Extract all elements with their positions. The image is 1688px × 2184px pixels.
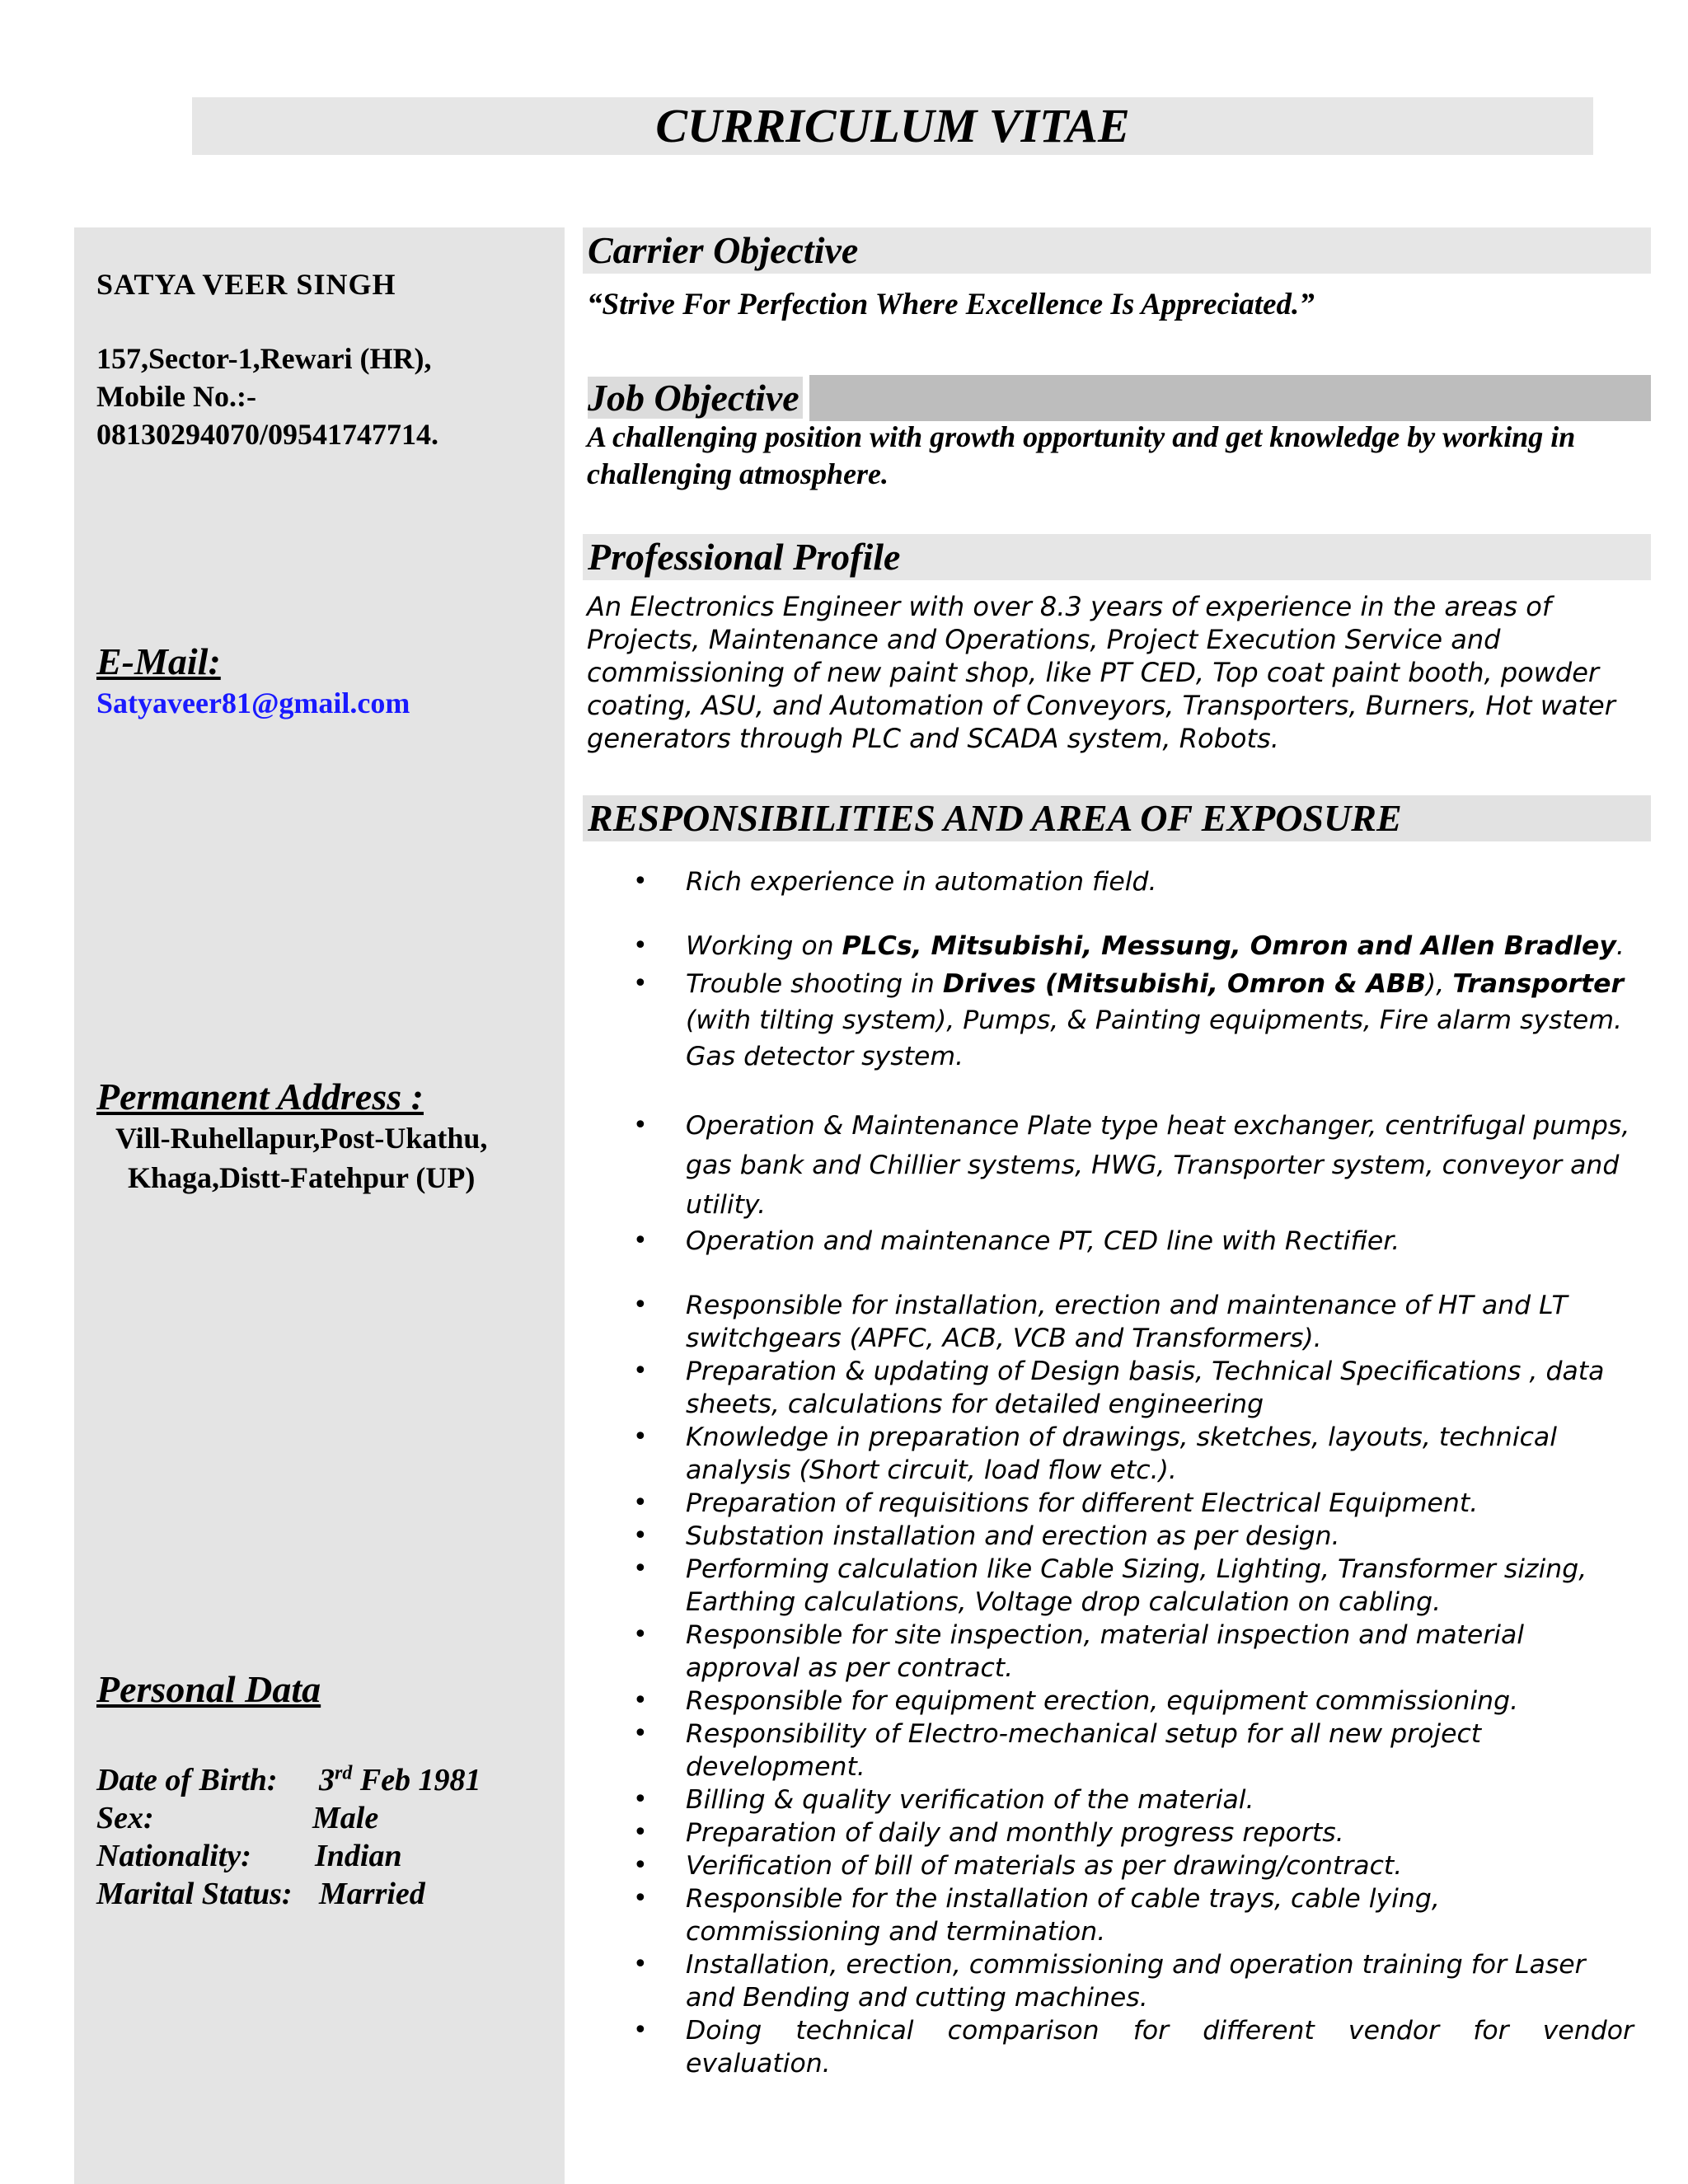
carrier-quote: “Strive For Perfection Where Excellence Is Appreciated.” <box>587 288 1315 321</box>
professional-profile-heading: Professional Profile <box>583 534 1651 580</box>
permanent-address-line2: Khaga,Distt-Fatehpur (UP) <box>128 1161 476 1194</box>
list-item: • Knowledge in preparation of drawings, sketches, layouts, technical analysis (Short circuit, load flow etc.). <box>587 1421 1634 1487</box>
professional-profile-text: An Electronics Engineer with over 8.3 years of experience in the areas of Projects, Maintenance and Operations, Project Execution Service and commissioning of new paint shop, like PT CED, Top coat paint booth, powder coating, ASU, and Automation of Conveyors, Transporters, Burners, Hot water generators through PLC and SCADA system, Robots. <box>587 591 1615 754</box>
list-item: • Installation, erection, commissioning and operation training for Laser and Bending and cutting machines. <box>587 1948 1634 2014</box>
dob-value: 3rd Feb 1981 <box>319 1762 481 1797</box>
list-item: • Responsible for the installation of cable trays, cable lying, commissioning and termination. <box>587 1882 1634 1948</box>
list-item: • Trouble shooting in Drives (Mitsubishi, Omron & ABB), Transporter (with tilting system), Pumps, & Painting equipments, Fire alarm system. Gas detector system. <box>587 966 1634 1075</box>
list-item: • Responsibility of Electro-mechanical setup for all new project development. <box>587 1718 1634 1783</box>
list-item: • Responsible for site inspection, material inspection and material approval as per contract. <box>587 1619 1634 1685</box>
list-item: • Preparation & updating of Design basis, Technical Specifications , data sheets, calculations for detailed engineering <box>587 1355 1634 1421</box>
address-line: 157,Sector-1,Rewari (HR), <box>96 342 432 375</box>
job-objective-heading-bar <box>583 375 1651 421</box>
marital-row <box>96 1876 425 1912</box>
sidebar <box>74 227 565 2184</box>
responsibilities-list <box>587 865 1634 2080</box>
permanent-address-heading: Permanent Address : <box>96 1076 424 1118</box>
dob-row <box>96 1762 481 1798</box>
list-item: • Verification of bill of materials as per drawing/contract. <box>587 1849 1634 1882</box>
page-title: CURRICULUM VITAE <box>655 99 1130 152</box>
list-item: • Preparation of requisitions for different Electrical Equipment. <box>587 1487 1634 1520</box>
email-link[interactable]: Satyaveer81@gmail.com <box>96 687 410 719</box>
email-heading: E-Mail: <box>96 640 221 682</box>
nationality-value: Indian <box>315 1839 402 1873</box>
candidate-name: SATYA VEER SINGH <box>96 268 396 301</box>
mobile-label: Mobile No.:- <box>96 380 256 413</box>
list-item: • Preparation of daily and monthly progress reports. <box>587 1816 1634 1849</box>
list-item: • Responsible for installation, erection and maintenance of HT and LT switchgears (APFC, ACB, VCB and Transformers). <box>587 1289 1634 1355</box>
list-item: • Substation installation and erection as per design. <box>587 1520 1634 1553</box>
list-item: • Responsible for equipment erection, equipment commissioning. <box>587 1685 1634 1718</box>
carrier-objective-heading: Carrier Objective <box>583 227 1651 274</box>
list-item: • Operation & Maintenance Plate type heat exchanger, centrifugal pumps, gas bank and Chillier systems, HWG, Transporter system, conveyor and utility. <box>587 1106 1634 1225</box>
job-objective-heading: Job Objective <box>588 377 803 419</box>
marital-label: Marital Status: <box>96 1877 293 1911</box>
list-item: • Billing & quality verification of the material. <box>587 1783 1634 1816</box>
title-bar <box>192 97 1593 155</box>
list-item: • Operation and maintenance PT, CED line with Rectifier. <box>587 1225 1634 1258</box>
list-item: • Doing technical comparison for different vendor for vendor evaluation. <box>587 2014 1634 2080</box>
sex-label: Sex: <box>96 1801 154 1835</box>
responsibilities-heading: RESPONSIBILITIES AND AREA OF EXPOSURE <box>583 795 1651 841</box>
sex-value: Male <box>312 1801 379 1835</box>
mobile-number: 08130294070/09541747714. <box>96 418 439 451</box>
list-item: • Rich experience in automation field. <box>587 865 1634 898</box>
marital-value: Married <box>319 1877 425 1911</box>
nationality-row <box>96 1838 402 1874</box>
job-objective-text: A challenging position with growth opportunity and get knowledge by working in challenging atmosphere. <box>587 420 1576 490</box>
nationality-label: Nationality: <box>96 1839 251 1873</box>
personal-data-heading: Personal Data <box>96 1668 321 1710</box>
sex-row <box>96 1800 379 1836</box>
dob-label: Date of Birth: <box>96 1763 278 1797</box>
permanent-address-line1: Vill-Ruhellapur,Post-Ukathu, <box>115 1122 488 1155</box>
list-item: • Working on PLCs, Mitsubishi, Messung, Omron and Allen Bradley. <box>587 930 1634 963</box>
list-item: • Performing calculation like Cable Sizing, Lighting, Transformer sizing, Earthing calculations, Voltage drop calculation on cabling. <box>587 1553 1634 1619</box>
